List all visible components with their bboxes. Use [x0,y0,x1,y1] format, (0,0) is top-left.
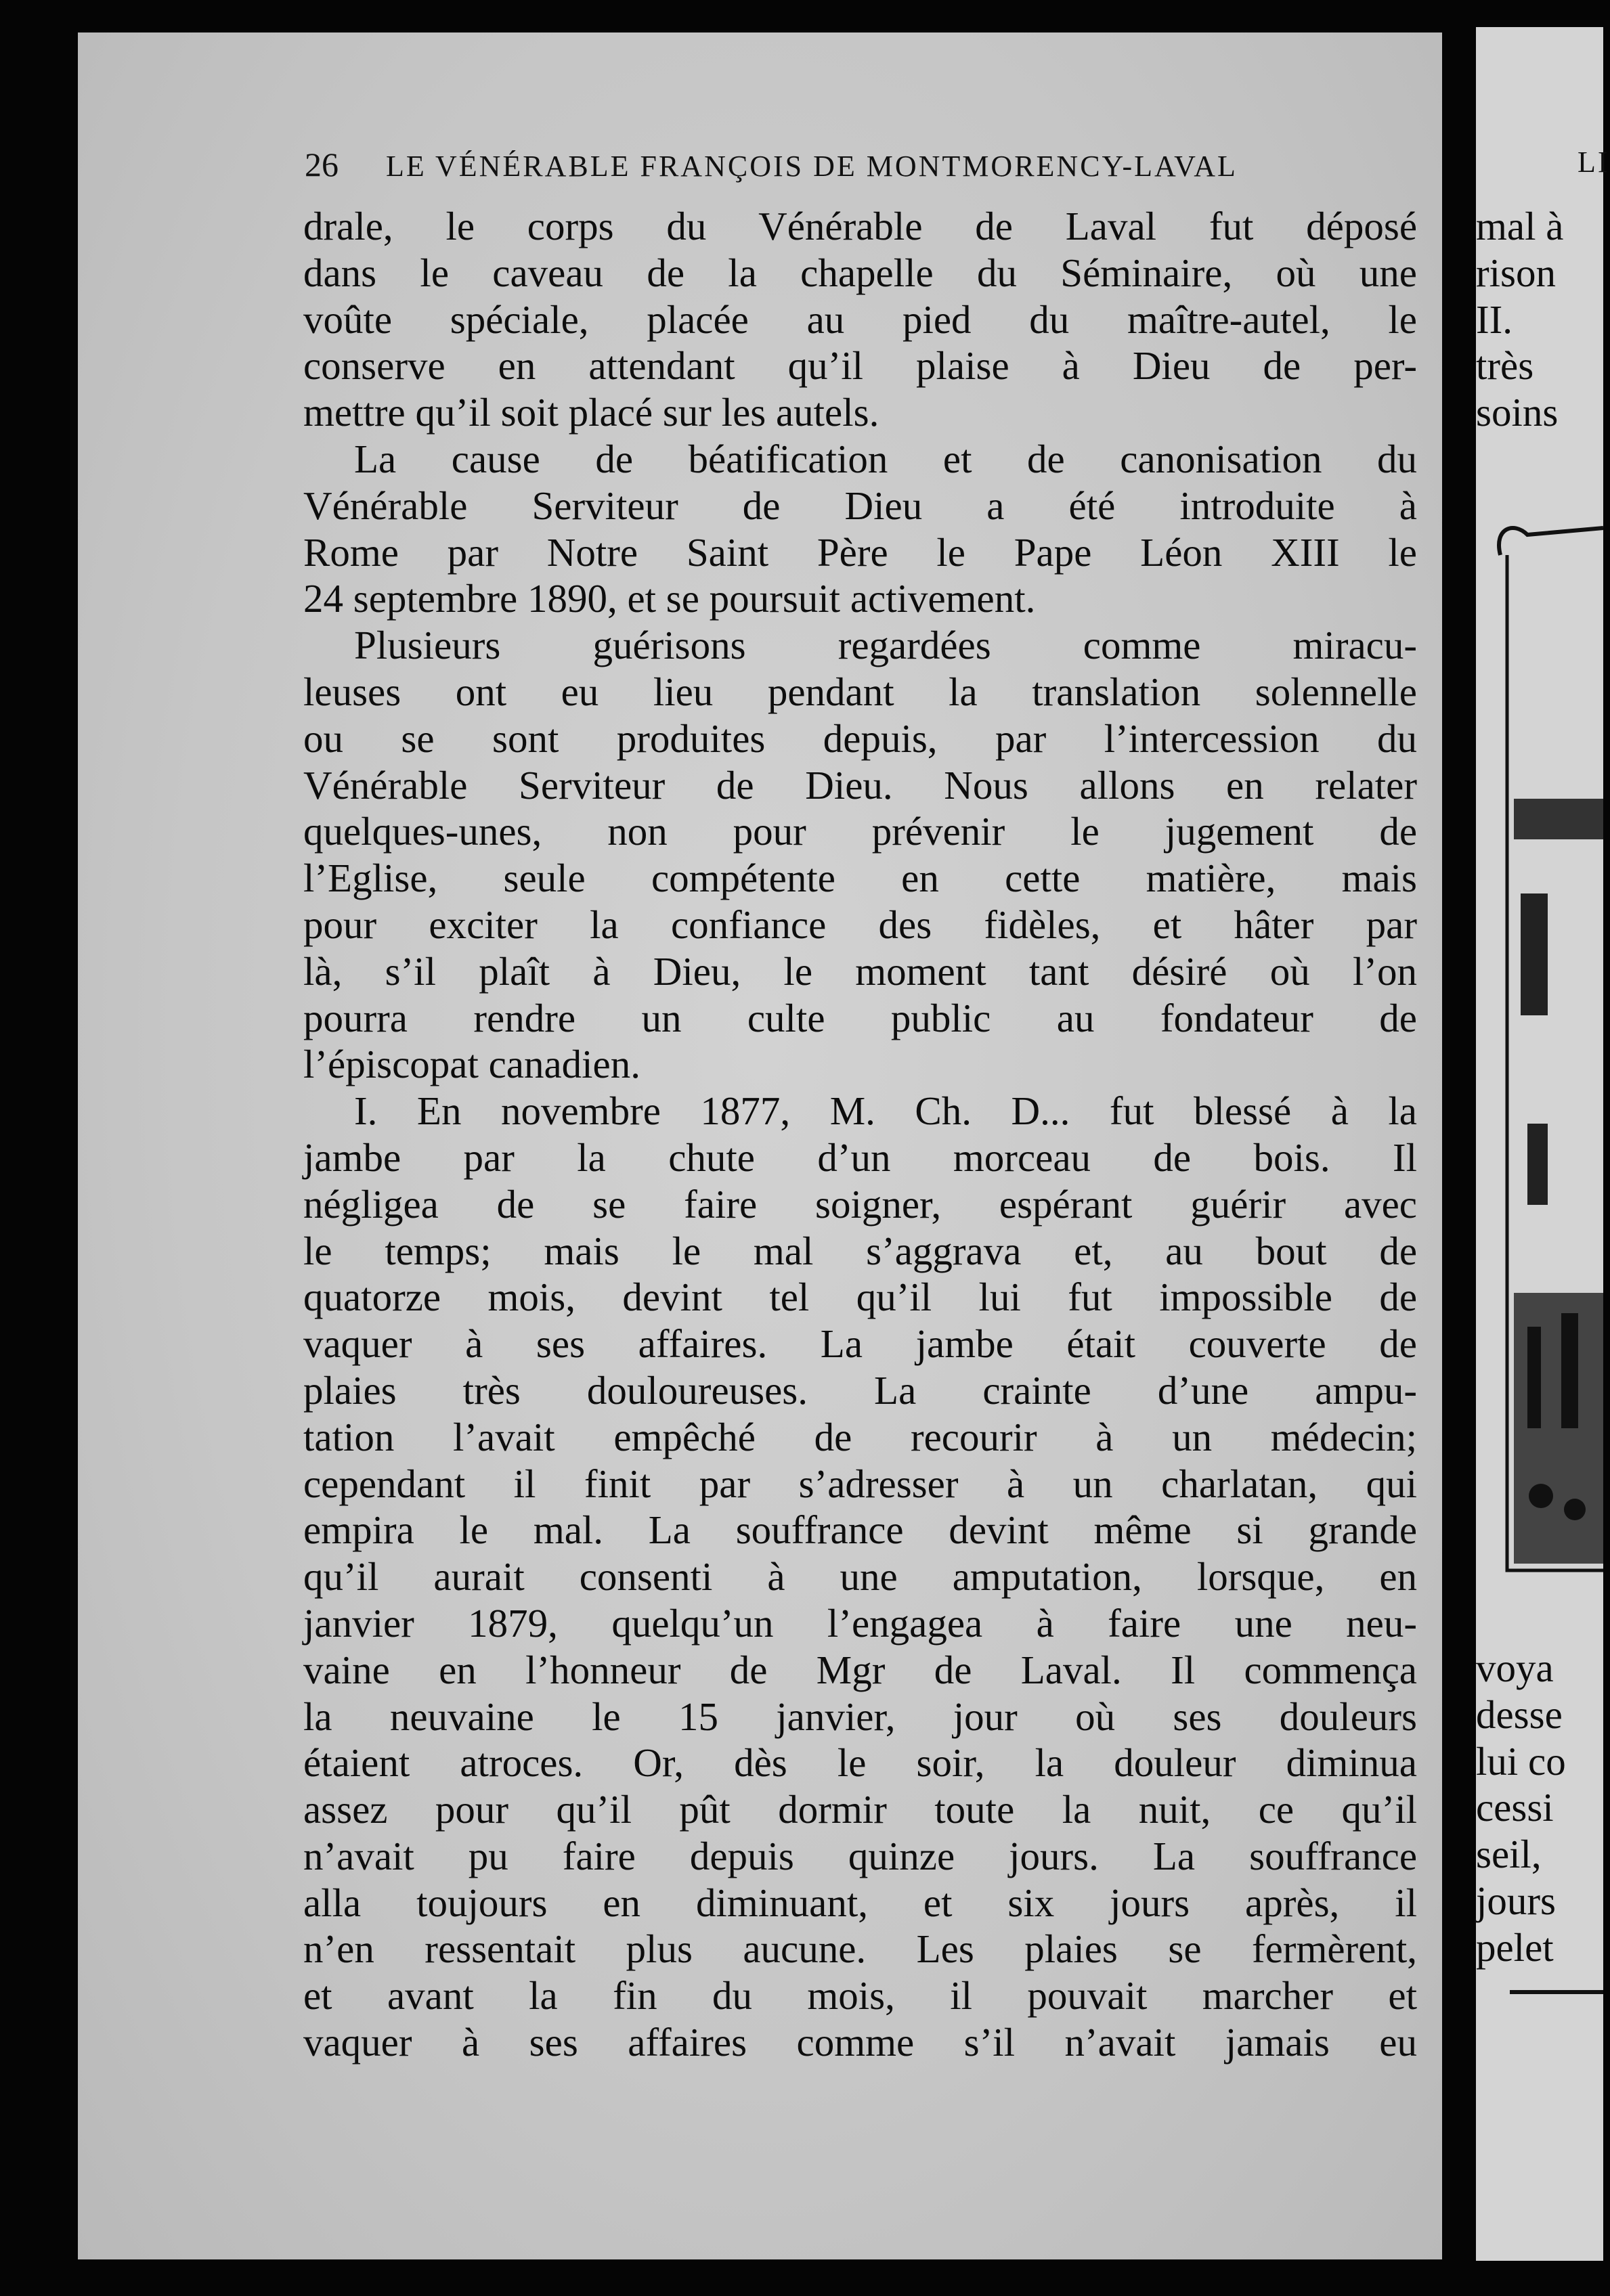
text-line: n’avait pu faire depuis quinze jours. La souffrance [303,1833,1417,1878]
text-line: étaient atroces. Or, dès le soir, la douleur diminua [303,1740,1417,1786]
text-line: Vénérable Serviteur de Dieu. Nous allons en relater [303,762,1417,808]
text-line: leuses ont eu lieu pendant la translation solennelle [303,669,1417,714]
right-page-line: très [1476,343,1534,389]
text-line: qu’il aurait consenti à une amputation, lorsque, en [303,1554,1417,1599]
body-text [303,203,1417,2066]
right-page-line: voya [1476,1646,1554,1690]
right-page-line: II. [1476,296,1513,342]
right-page-line: seil, [1476,1832,1542,1877]
text-line: La cause de béatification et de canonisation du [354,436,1417,481]
right-page-line: desse [1476,1692,1563,1737]
page-number: 26 [305,146,339,183]
running-head [305,145,1307,184]
text-line: drale, le corps du Vénérable de Laval fut déposé [303,204,1417,248]
text-line: I. En novembre 1877, M. Ch. D... fut blessé à la [354,1088,1417,1134]
text-line: dans le caveau de la chapelle du Séminaire, où une [303,250,1417,295]
right-page-text-bottom [1476,1645,1603,1971]
text-line: l’Eglise, seule compétente en cette matière, mais [303,856,1417,901]
right-page-line: pelet [1476,1924,1554,1970]
text-line: pourra rendre un culte public au fondateur de [303,995,1417,1040]
text-line: n’en ressentait plus aucune. Les plaies se fermèrent, [303,1926,1417,1972]
text-line: empira le mal. La souffrance devint même si grande [303,1507,1417,1553]
text-line: mettre qu’il soit placé sur les autels. [303,390,879,435]
right-page-line: cessi [1476,1785,1554,1830]
right-page-line: rison [1476,250,1556,295]
text-line: assez pour qu’il pût dormir toute la nuit, ce qu’il [303,1787,1417,1832]
text-line: alla toujours en diminuant, et six jours après, il [303,1880,1417,1925]
text-line: Plusieurs guérisons regardées comme miracu- [354,623,1417,668]
text-line: l’épiscopat canadien. [303,1042,640,1087]
text-line: vaquer à ses affaires comme s’il n’avait jamais eu [303,2020,1417,2065]
right-page-running-head: LI [1578,146,1610,179]
text-line: négligea de se faire soigner, espérant guérir avec [303,1181,1417,1227]
text-line: le temps; mais le mal s’aggrava et, au bout de [303,1228,1417,1273]
right-page-text-top [1476,203,1603,436]
right-page-rule [1510,1990,1603,1994]
text-line: quatorze mois, devint tel qu’il lui fut impossible de [303,1275,1417,1320]
right-page-engraving [1487,514,1603,1611]
text-line: pour exciter la confiance des fidèles, et hâter par [303,902,1417,947]
text-line: tation l’avait empêché de recourir à un médecin; [303,1414,1417,1459]
text-line: et avant la fin du mois, il pouvait marcher et [303,1973,1417,2018]
text-line: vaquer à ses affaires. La jambe était couverte de [303,1321,1417,1367]
text-line: là, s’il plaît à Dieu, le moment tant désiré où l’on [303,948,1417,994]
text-line: 24 septembre 1890, et se poursuit activement. [303,576,1036,621]
text-line: la neuvaine le 15 janvier, jour où ses douleurs [303,1694,1417,1739]
text-line: Rome par Notre Saint Père le Pape Léon XIII le [303,529,1417,575]
text-line: quelques-unes, non pour prévenir le jugement de [303,809,1417,854]
text-line: ou se sont produites depuis, par l’intercession du [303,715,1417,761]
text-line: vaine en l’honneur de Mgr de Laval. Il commença [303,1647,1417,1692]
running-title: LE VÉNÉRABLE FRANÇOIS DE MONTMORENCY-LAVAL [386,150,1238,183]
right-page-line: soins [1476,390,1559,435]
text-line: voûte spéciale, placée au pied du maître-autel, le [303,296,1417,342]
text-line: janvier 1879, quelqu’un l’engagea à faire une neu- [303,1600,1417,1646]
text-line: Vénérable Serviteur de Dieu a été introduite à [303,483,1417,528]
text-line: conserve en attendant qu’il plaise à Dieu de per- [303,343,1417,389]
text-line: cependant il finit par s’adresser à un charlatan, qui [303,1461,1417,1506]
right-page-line: jours [1476,1878,1556,1923]
text-line: plaies très douloureuses. La crainte d’une ampu- [303,1367,1417,1413]
right-page-line: lui co [1476,1738,1566,1784]
text-line: jambe par la chute d’un morceau de bois. Il [303,1134,1417,1180]
right-page-line: mal à [1476,204,1564,248]
